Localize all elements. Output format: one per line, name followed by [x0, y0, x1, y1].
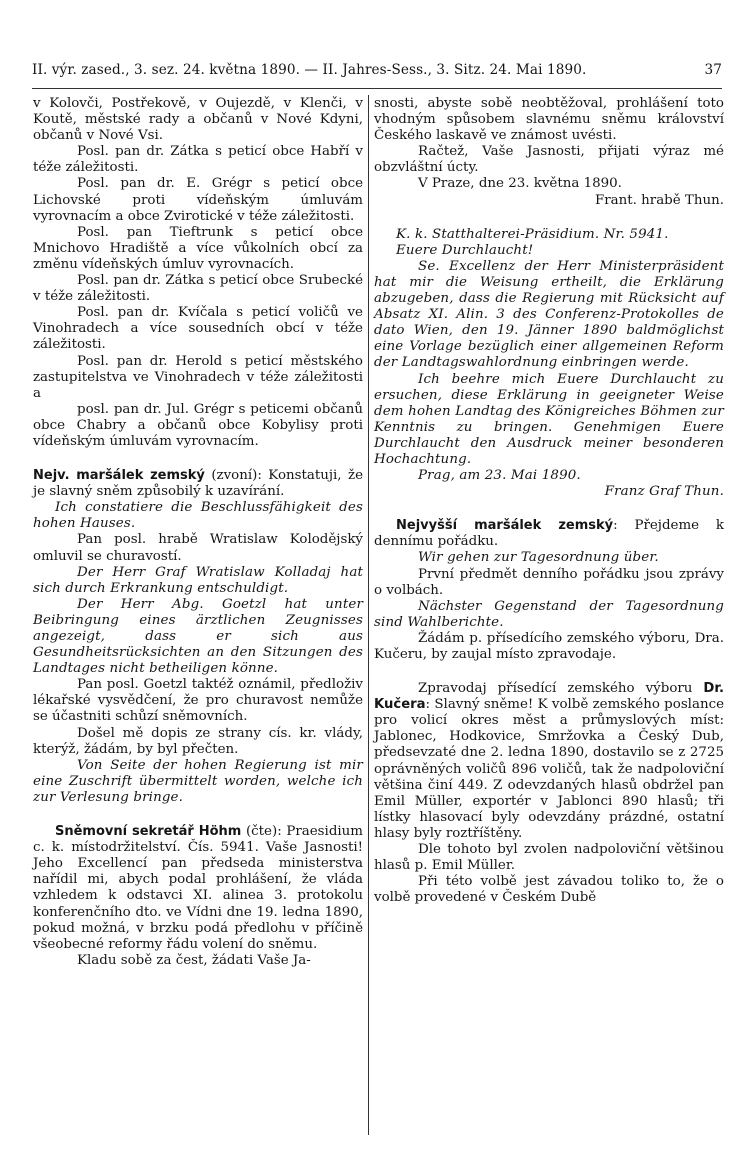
speaker-name: Nejv. maršálek zemský: [33, 468, 205, 484]
paragraph-text: Posl. pan dr. Herold s peticí městského zastupitelstva ve Vinohradech v téže záležitosti a: [33, 353, 363, 401]
paragraph-text: Ich beehre mich Euere Durchlaucht zu ersuchen, diese Erklärung in geeigneter Weise dem hohen Landtag des Königreiches Böhmen zur Kenntnis zu bringen. Genehmigen Euere Durchlaucht den Ausdruck meiner besonderen Hochachtung.: [374, 371, 724, 467]
paragraph-text: První předmět denního pořádku jsou zprávy o volbách.: [374, 566, 724, 598]
paragraph: [33, 225, 363, 273]
paragraph-text: Račtež, Vaše Jasnosti, přijati výraz mé obzvláštní úcty.: [374, 144, 724, 176]
header-rule: [32, 88, 722, 89]
paragraph: [33, 305, 363, 353]
paragraph-text: Pan posl. Goetzl taktéž oznámil, předloživ lékařské vysvědčení, že pro churavost nemůže se účastniti schůzí sněmovních.: [33, 677, 363, 725]
paragraph-text: Der Herr Abg. Goetzl hat unter Beibringung eines ärztlichen Zeugnisses angezeigt, dass er sich aus Gesundheitsrücksichten an den Sitzungen des Landtages nicht betheiligen könne.: [33, 596, 363, 677]
speaker-name: Dr. Kučera: [374, 681, 724, 713]
paragraph-text: Euere Durchlaucht!: [396, 242, 534, 258]
paragraph-text: : Slavný sněme! K volbě zemského poslance pro volicí okres měst a průmyslových míst: Jablonec, Hodkovice, Smržovka a Český Dub, předsevzaté dne 2. ledna 1890, dostavilo se z 2725 oprávněných voličů 896 voličů, tak že nadpoloviční většina činí 449. Z odevzdaných hlasů obdržel pan Emil Müller, exportér v Jablonci 890 hlasů; tři lístky hlasovací byly odevzdány prázdné, ostatní hlasy byly roztříštěny.: [374, 697, 724, 841]
paragraph: [374, 842, 724, 874]
paragraph-text: Wir gehen zur Tagesordnung über.: [418, 550, 659, 566]
paragraph: [33, 144, 363, 176]
paragraph: [374, 193, 724, 209]
paragraph: [374, 550, 724, 566]
paragraph-text: Při této volbě jest závadou toliko to, že o volbě provedené v Českém Dubě: [374, 874, 724, 906]
paragraph: [374, 96, 724, 144]
paragraph-text: Posl. pan dr. Kvíčala s peticí voličů ve Vinohradech a více sousedních obcí v téže záležitosti.: [33, 305, 363, 353]
paragraph-text: Posl. pan dr. Zátka s peticí obce Habří v téže záležitosti.: [33, 144, 363, 176]
paragraph: [33, 758, 363, 806]
left-column: [33, 96, 363, 969]
paragraph-text: v Kolovči, Postřekově, v Oujezdě, v Klenči, v Koutě, městské rady a občanů v Nové Kdyni, občanů v Nové Vsi.: [33, 96, 363, 144]
paragraph-text: Pan posl. hrabě Wratislaw Kolodějský omluvil se churavostí.: [33, 532, 363, 564]
paragraph-text: K. k. Statthalterei-Präsidium. Nr. 5941.: [396, 226, 669, 242]
paragraph-text: : Přejdeme k dennímu pořádku.: [374, 518, 724, 550]
running-title: II. výr. zased., 3. sez. 24. května 1890. — II. Jahres-Sess., 3. Sitz. 24. Mai 1890.: [32, 62, 587, 78]
paragraph: [374, 227, 724, 243]
paragraph: [33, 273, 363, 305]
paragraph: [33, 402, 363, 450]
paragraph-text: Posl. pan dr. Zátka s peticí obce Srubecké v téže záležitosti.: [33, 273, 363, 305]
paragraph-text: posl. pan dr. Jul. Grégr s peticemi občanů obce Chabry a občanů obce Kobylisy proti vídeňským úmluvám vyrovnacím.: [33, 401, 363, 449]
page-number: 37: [704, 62, 722, 78]
paragraph: [33, 597, 363, 677]
paragraph-text: snosti, abyste sobě neobtěžoval, prohlášení toto vhodným spůsobem slavnému sněmu království Českého laskavě ve známost uvésti.: [374, 96, 724, 144]
paragraph-text: Kladu sobě za čest, žádati Vaše Ja-: [77, 952, 311, 968]
paragraph: [374, 567, 724, 599]
paragraph-text: Nächster Gegenstand der Tagesordnung sind Wahlberichte.: [374, 598, 724, 630]
paragraph-text: Dle tohoto byl zvolen nadpoloviční většinou hlasů p. Emil Müller.: [374, 842, 724, 874]
paragraph: [374, 631, 724, 663]
paragraph-text: V Praze, dne 23. května 1890.: [418, 176, 622, 192]
speaker-name: Sněmovní sekretář Höhm: [55, 824, 242, 840]
paragraph-text: Se. Excellenz der Herr Ministerpräsident hat mir die Weisung ertheilt, die Erklärung abzugeben, dass die Regierung mit Rücksicht auf Absatz XI. Alin. 3 des Conferenz-Protokolles de dato Wien, den 19. Jänner 1890 baldmöglichst eine Vorlage bezüglich einer allgemeinen Reform der Landtagswahlordnung einbringen werde.: [374, 258, 724, 371]
paragraph-intro: Zpravodaj přísedící zemského výboru: [418, 681, 704, 697]
paragraph: [374, 259, 724, 372]
paragraph: [374, 144, 724, 176]
paragraph: [374, 681, 724, 842]
paragraph: [33, 953, 363, 969]
paragraph: [33, 726, 363, 758]
paragraph: [374, 372, 724, 469]
paragraph: [374, 484, 724, 500]
paragraph: [374, 468, 724, 484]
paragraph-text: Der Herr Graf Wratislaw Kolladaj hat sich durch Erkrankung entschuldigt.: [33, 564, 363, 596]
paragraph: [33, 500, 363, 532]
paragraph: [33, 468, 363, 500]
paragraph-text: (čte): Praesidium c. k. místodržitelství. Čís. 5941. Vaše Jasnosti! Jeho Excellencí pan předseda ministerstva nařídil mi, abych podal prohlášení, že vláda vzhledem k odstavci XI. alinea 3. protokolu konferenčního dto. ve Vídni dne 19. ledna 1890, pokud možná, v brzku podá předlohu v příčině všeobecné reformy řádu volení do sněmu.: [33, 824, 363, 952]
paragraph: [33, 176, 363, 224]
paragraph-text: Von Seite der hohen Regierung ist mir eine Zuschrift übermittelt worden, welche ich zur Verlesung bringe.: [33, 757, 363, 805]
paragraph: [33, 532, 363, 564]
paragraph-text: Žádám p. přísedícího zemského výboru, Dra. Kučeru, by zaujal místo zpravodaje.: [374, 630, 724, 662]
speaker-name: Nejvyšší maršálek zemský: [396, 518, 614, 534]
paragraph-text: Posl. pan Tieftrunk s peticí obce Mnichovo Hradiště a více vůkolních obcí za změnu vídeňských úmluv vyrovnacích.: [33, 224, 363, 272]
paragraph: [374, 518, 724, 550]
paragraph: [33, 354, 363, 402]
column-divider: [368, 95, 369, 1135]
paragraph-text: Ich constatiere die Beschlussfähigkeit des hohen Hauses.: [33, 500, 363, 532]
paragraph-text: (zvoní): Konstatuji, že je slavný sněm způsobilý k uzavírání.: [33, 468, 363, 500]
right-column: [374, 96, 724, 906]
paragraph-text: Frant. hrabě Thun.: [594, 192, 724, 208]
paragraph: [33, 565, 363, 597]
paragraph-text: Prag, am 23. Mai 1890.: [418, 468, 581, 484]
paragraph: [374, 874, 724, 906]
paragraph: [374, 176, 724, 192]
paragraph-text: Franz Graf Thun.: [604, 484, 724, 500]
running-header: [32, 62, 722, 84]
paragraph: [33, 677, 363, 725]
paragraph: [374, 599, 724, 631]
paragraph: [374, 243, 724, 259]
paragraph: [33, 824, 363, 953]
paragraph-text: Došel mě dopis ze strany cís. kr. vlády, kterýž, žádám, by byl přečten.: [33, 725, 363, 757]
paragraph: [33, 96, 363, 144]
paragraph-text: Posl. pan dr. E. Grégr s peticí obce Lichovské proti vídeňským úmluvám vyrovnacím a obce Zvirotické v téže záležitosti.: [33, 176, 363, 224]
